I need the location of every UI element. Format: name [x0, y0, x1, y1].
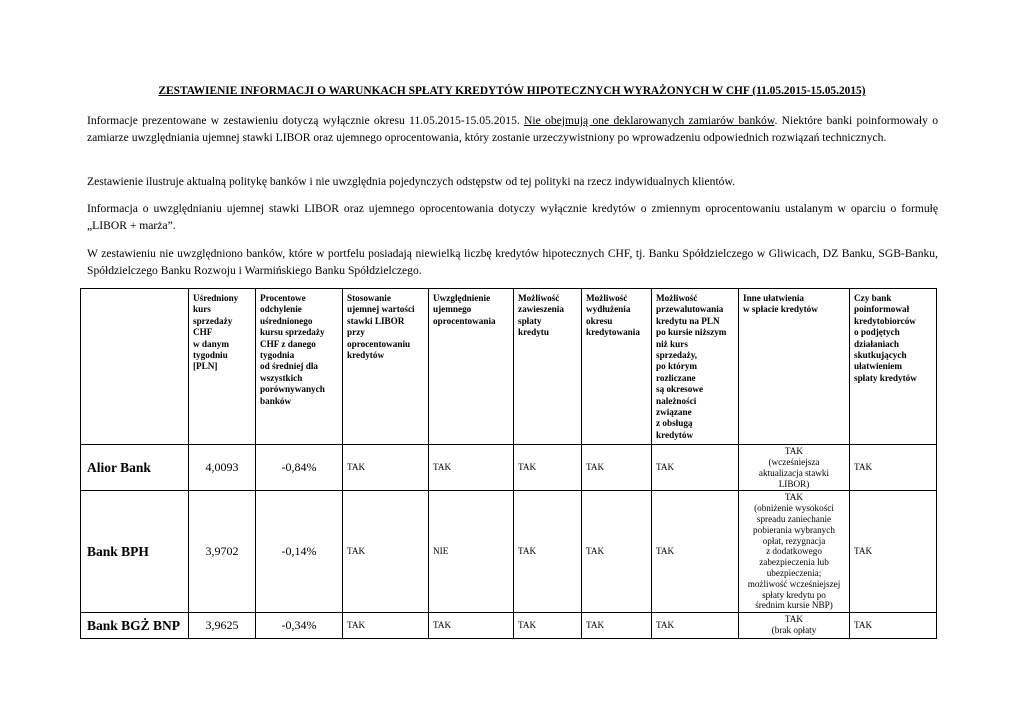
cell-line: stawki LIBOR: [347, 315, 405, 326]
other-facilities: [739, 491, 850, 613]
cell-line: Procentowe: [260, 293, 306, 303]
cell-line: należności: [656, 395, 697, 406]
cell-line: ujemnego: [433, 304, 472, 315]
cell-line: (wcześniejsza: [768, 457, 820, 468]
cell-line: zabezpieczenia lub: [759, 557, 829, 568]
negative-interest: TAK: [429, 613, 514, 639]
header-negative-libor: [343, 289, 429, 445]
negative-interest: TAK: [429, 445, 514, 491]
cell-line: CHF z danego: [260, 338, 316, 349]
cell-line: poinformował: [854, 304, 910, 315]
bank-name: Bank BPH: [81, 491, 189, 613]
cell-line: banków: [260, 395, 292, 406]
table-row: [81, 613, 937, 639]
avg-rate: 4,0093: [189, 445, 256, 491]
conversion: TAK: [652, 613, 739, 639]
extension: TAK: [582, 491, 652, 613]
cell-line: opłat, rezygnacja: [762, 535, 826, 546]
header-negative-interest: [429, 289, 514, 445]
cell-line: kredytu: [518, 327, 549, 338]
cell-line: działaniach: [854, 338, 899, 349]
suspension: TAK: [514, 445, 582, 491]
cell-line: sprzedaży,: [656, 350, 698, 361]
cell-line: porównywanych: [260, 384, 325, 395]
suspension: TAK: [514, 491, 582, 613]
cell-line: ujemnej wartości: [347, 304, 415, 315]
cell-line: CHF: [193, 327, 213, 338]
suspension: TAK: [514, 613, 582, 639]
cell-line: wszystkich: [260, 372, 303, 383]
header-avg-rate: [189, 289, 256, 445]
header-suspension: [514, 289, 582, 445]
cell-line: LIBOR): [778, 478, 810, 489]
cell-line: Uwzględnienie: [433, 293, 491, 303]
table-header-row: [81, 289, 937, 445]
cell-line: oprocentowaniu: [347, 338, 411, 349]
cell-line: Inne ułatwienia: [743, 293, 805, 303]
cell-line: ułatwieniem: [854, 361, 902, 372]
cell-line: niż kurs: [656, 338, 688, 349]
cell-line: skutkujących: [854, 350, 907, 361]
negative-libor: TAK: [343, 445, 429, 491]
cell-line: z obsługą: [656, 418, 693, 429]
informed: TAK: [850, 613, 937, 639]
cell-line: odchylenie: [260, 304, 302, 315]
header-extension: [582, 289, 652, 445]
cell-line: spłaty kredytu po: [762, 589, 826, 600]
negative-libor: TAK: [343, 613, 429, 639]
cell-line: po którym: [656, 361, 698, 372]
extension: TAK: [582, 613, 652, 639]
cell-line: okresu: [586, 315, 613, 326]
cell-line: kredytów: [347, 350, 385, 361]
cell-line: rozliczane: [656, 372, 696, 383]
cell-line: zawieszenia: [518, 304, 564, 315]
negative-libor: TAK: [343, 491, 429, 613]
cell-line: ubezpieczenia;: [766, 568, 822, 579]
paragraph-excluded-banks: W zestawieniu nie uwzględniono banków, które w portfelu posiadają niewielką liczbę kredytów hipotecznych CHF, tj. Banku Spółdzielczego w Gliwicach, DZ Banku, SGB-Banku, Spółdzielczego Banku Rozwoju i Warmińskiego Banku Spółdzielczego.: [87, 247, 938, 277]
table-row: [81, 445, 937, 491]
avg-rate: 3,9702: [189, 491, 256, 613]
cell-line: w spłacie kredytów: [743, 304, 818, 315]
deviation: -0,14%: [256, 491, 343, 613]
header-informed: [850, 289, 937, 445]
cell-line: po kursie niższym: [656, 327, 727, 338]
cell-line: (brak opłaty: [771, 625, 817, 636]
table-row: [81, 491, 937, 613]
banks-table: [80, 288, 937, 639]
cell-line: z dodatkowego: [766, 546, 822, 557]
cell-line: [PLN]: [193, 361, 218, 372]
cell-line: przy: [347, 327, 365, 338]
negative-interest: NIE: [429, 491, 514, 613]
cell-line: o podjętych: [854, 327, 900, 338]
header-conversion: [652, 289, 739, 445]
avg-rate: 3,9625: [189, 613, 256, 639]
header-bank: [81, 289, 189, 445]
deviation: -0,84%: [256, 445, 343, 491]
extension: TAK: [582, 445, 652, 491]
document-title: ZESTAWIENIE INFORMACJI O WARUNKACH SPŁATY KREDYTÓW HIPOTECZNYCH WYRAŻONYCH W CHF (11.05.2015-15.05.2015): [158, 85, 866, 97]
cell-line: pobierania wybranych: [753, 524, 835, 535]
header-deviation: [256, 289, 343, 445]
cell-line: Możliwość: [518, 293, 560, 303]
bank-name: Bank BGŻ BNP: [81, 613, 189, 639]
paragraph-scope-text-2: . Niektóre banki poinformowały o zamiarze uwzględniania ujemnej stawki LIBOR oraz ujemnego oprocentowania, który zostanie urzeczywistniony po wprowadzeniu odpowiednich rozwiązań technicznych.: [87, 114, 939, 144]
cell-line: sprzedaży: [193, 315, 233, 326]
cell-line: są okresowe: [656, 384, 704, 395]
cell-line: aktualizacja stawki: [758, 467, 830, 478]
cell-line: wydłużenia: [586, 304, 631, 315]
cell-line: kredytu na PLN: [656, 315, 720, 326]
other-facilities: [739, 613, 850, 639]
cell-line: tygodniu: [193, 350, 228, 361]
informed: TAK: [850, 445, 937, 491]
cell-line: kredytów: [656, 429, 694, 440]
paragraph-scope-underlined: Nie obejmują one deklarowanych zamiarów banków: [524, 114, 775, 127]
cell-line: Możliwość: [586, 293, 628, 303]
paragraph-libor: Informacja o uwzględnianiu ujemnej stawki LIBOR oraz ujemnego oprocentowania dotyczy wyłącznie kredytów o zmiennym oprocentowaniu ustalanym w oparciu o formułę „LIBOR + marża”.: [87, 202, 938, 232]
deviation: -0,34%: [256, 613, 343, 639]
cell-line: od średniej dla: [260, 361, 319, 372]
cell-line: Stosowanie: [347, 293, 391, 303]
cell-line: kursu sprzedaży: [260, 327, 325, 338]
cell-line: oprocentowania: [433, 315, 496, 326]
cell-line: spłaty: [518, 315, 542, 326]
cell-line: kredytobiorców: [854, 315, 916, 326]
cell-line: średnim kursie NBP): [755, 600, 833, 611]
cell-line: uśrednionego: [260, 315, 313, 326]
cell-line: (obniżenie wysokości: [754, 503, 834, 514]
conversion: TAK: [652, 445, 739, 491]
other-facilities: [739, 445, 850, 491]
cell-line: spłaty kredytów: [854, 372, 917, 383]
cell-line: związane: [656, 407, 692, 418]
cell-line: Możliwość: [656, 293, 698, 303]
paragraph-policy: Zestawienie ilustruje aktualną politykę banków i nie uwzględnia pojedynczych odstępstw od tej polityki na rzecz indywidualnych klientów.: [87, 175, 735, 188]
bank-name: Alior Bank: [81, 445, 189, 491]
cell-line: TAK: [784, 446, 804, 457]
cell-line: TAK: [784, 614, 804, 625]
cell-line: kredytowania: [586, 327, 640, 338]
cell-line: TAK: [784, 492, 804, 503]
cell-line: kurs: [193, 304, 211, 315]
cell-line: przewalutowania: [656, 304, 724, 315]
informed: TAK: [850, 491, 937, 613]
cell-line: Uśredniony: [193, 293, 239, 303]
cell-line: spreadu zaniechanie: [756, 514, 832, 525]
cell-line: w danym: [193, 338, 229, 349]
conversion: TAK: [652, 491, 739, 613]
paragraph-scope-text: Informacje prezentowane w zestawieniu dotyczą wyłącznie okresu 11.05.2015-15.05.2015.: [87, 114, 525, 127]
cell-line: tygodnia: [260, 350, 295, 361]
cell-line: możliwość wcześniejszej: [747, 578, 841, 589]
cell-line: Czy bank: [854, 293, 892, 303]
paragraph-scope: [87, 113, 938, 146]
header-other-facilities: [739, 289, 850, 445]
